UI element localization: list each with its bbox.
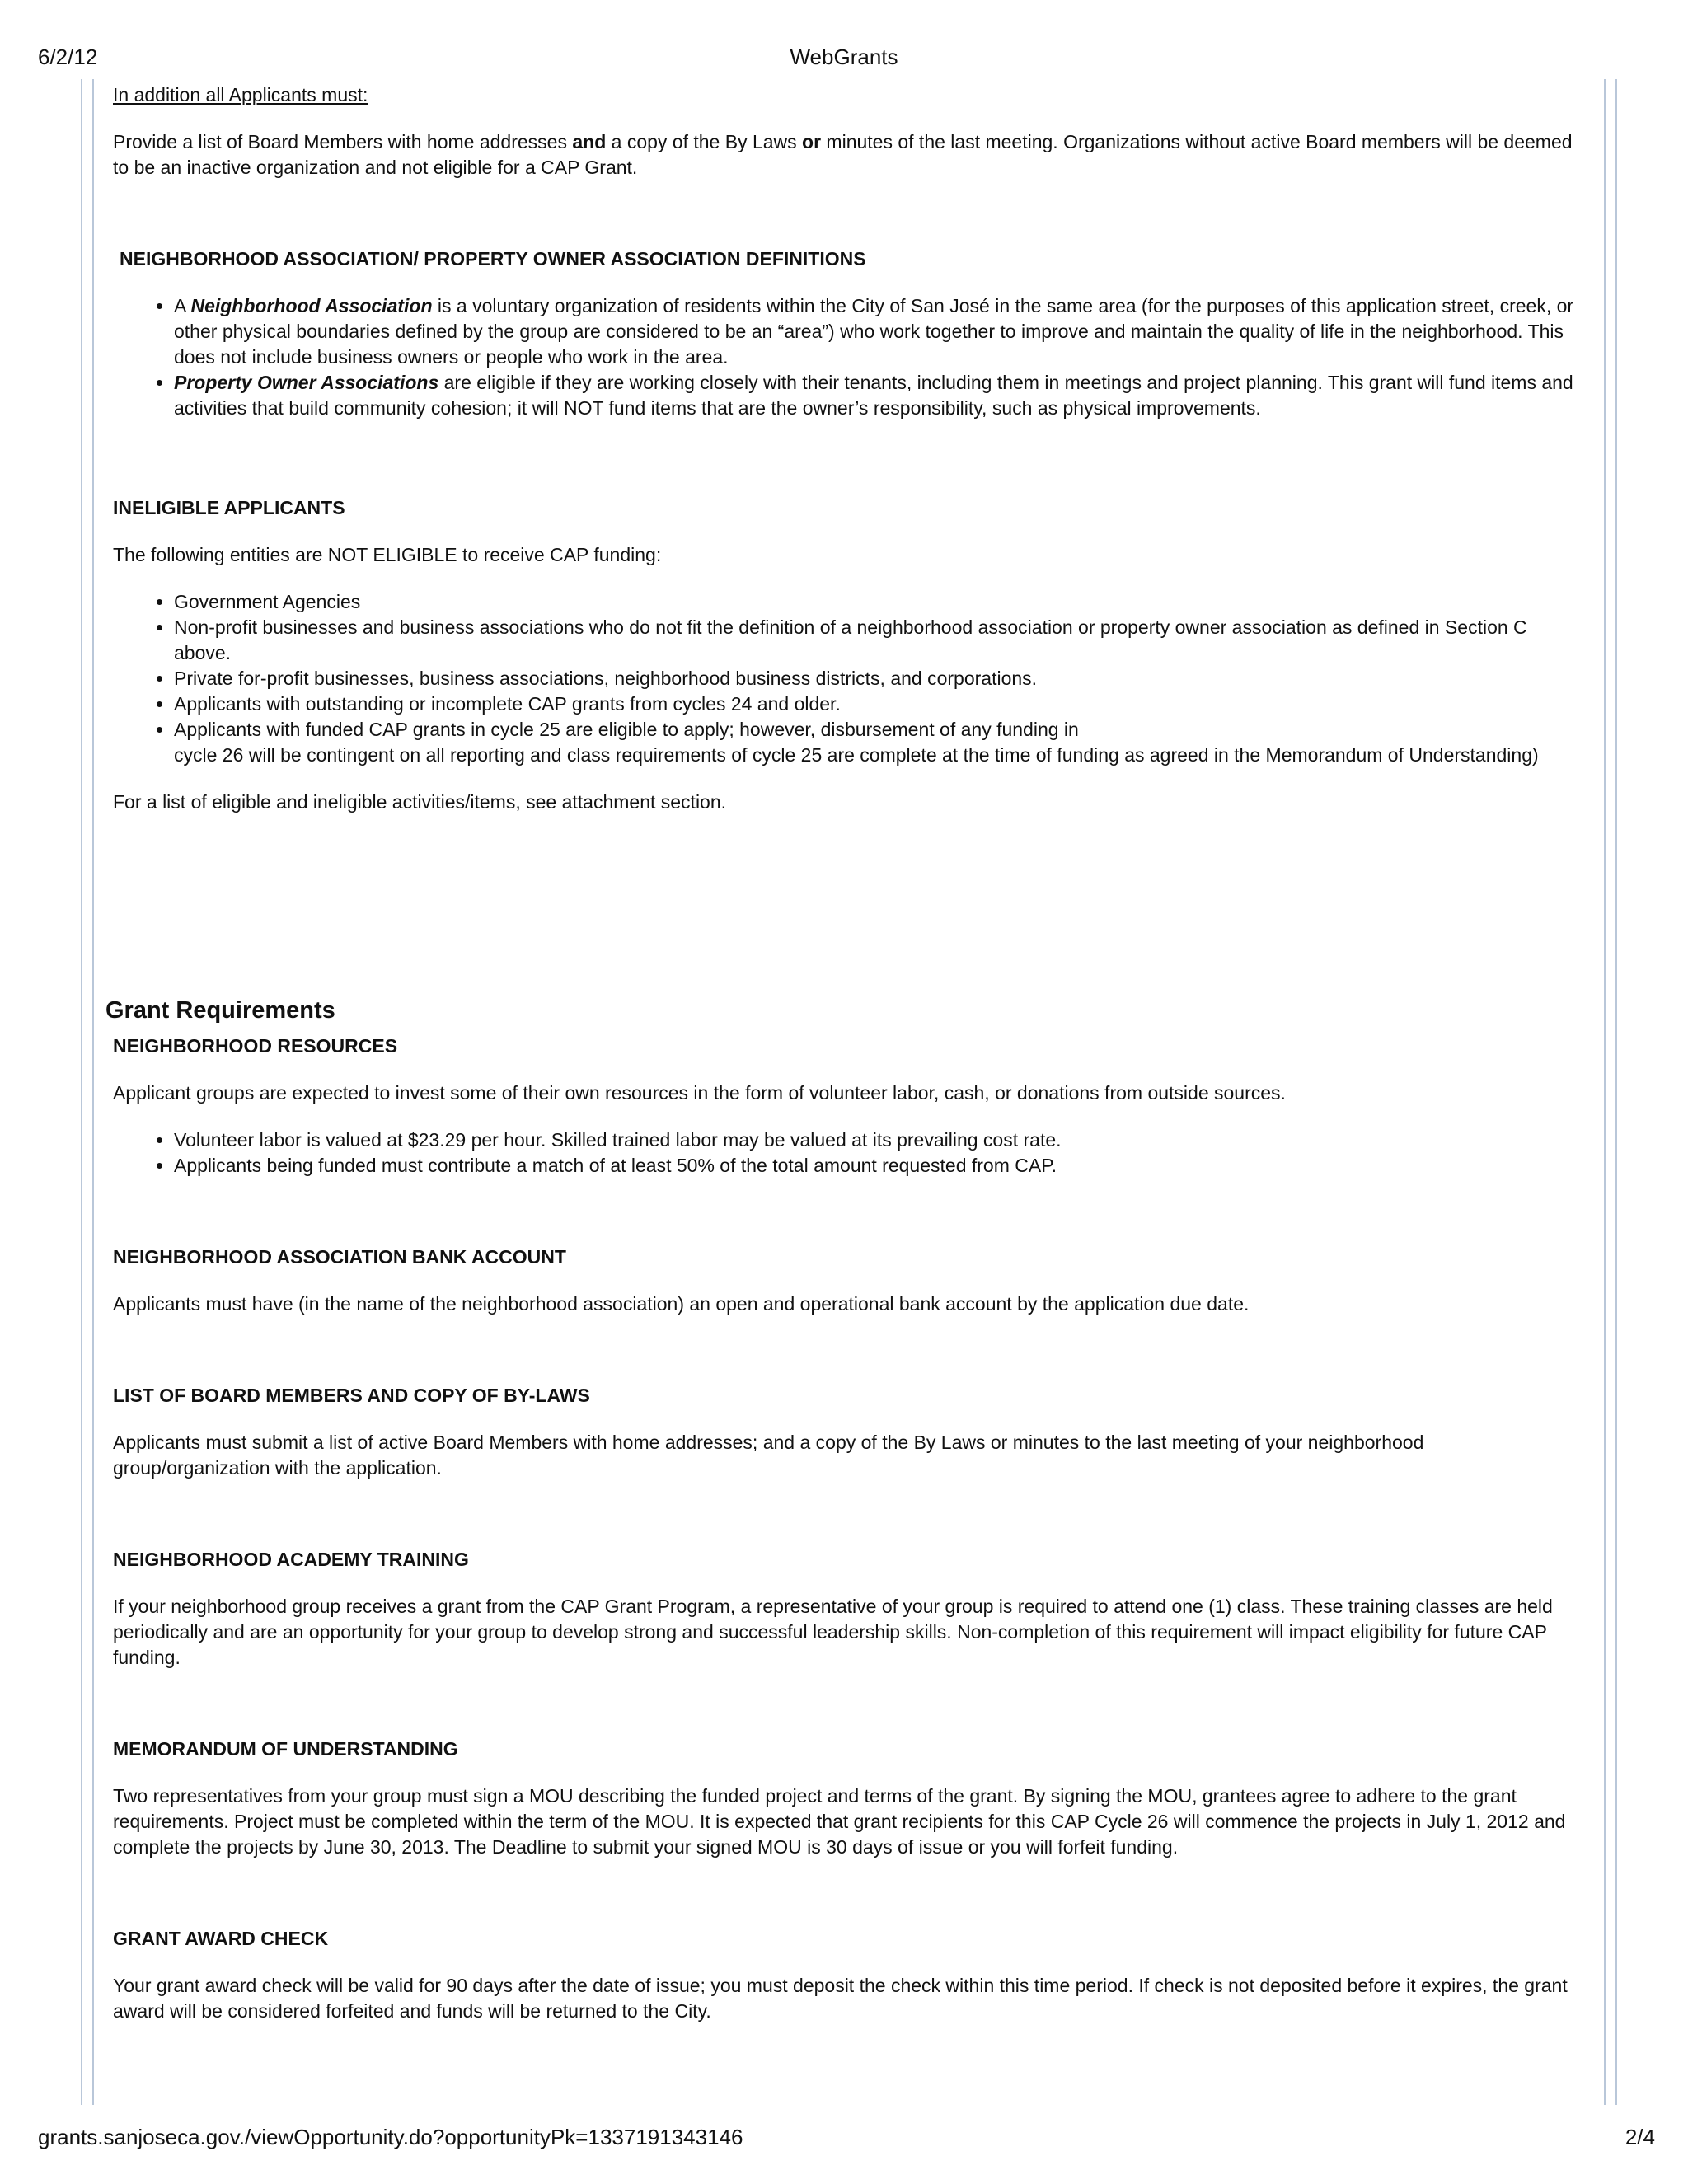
list-item (174, 370, 1584, 421)
grant-requirements-title: Grant Requirements (106, 997, 335, 1024)
mou-heading: MEMORANDUM OF UNDERSTANDING (113, 1738, 458, 1760)
intro-text-or: or (802, 131, 822, 152)
resources-text: Applicant groups are expected to invest some of their own resources in the form of volunteer labor, cash, or donations from outside sources. (113, 1082, 1286, 1104)
definition-text: is a voluntary organization of residents within the City of San José in the same area (for the purposes of this application street, creek, or other physical boundaries defined by the group are considered to be an “area”) who work together to improve and maintain the quality of life in the neighborhood. This does not include business owners or people who work in the area. (174, 295, 1574, 368)
footer-url: grants.sanjoseca.gov./viewOpportunity.do?opportunityPk=1337191343146 (38, 2125, 743, 2149)
intro-paragraph (113, 129, 1584, 180)
award-check-heading: GRANT AWARD CHECK (113, 1928, 329, 1949)
ineligible-intro: The following entities are NOT ELIGIBLE to receive CAP funding: (113, 544, 662, 565)
resources-list (113, 1127, 1584, 1179)
academy-training-text: If your neighborhood group receives a grant from the CAP Grant Program, a representative of your group is required to attend one (1) class. These training classes are held periodically and are an opportunity for your group to develop strong and successful leadership skills. Non-completion of this requirement will impact eligibility for future CAP funding. (113, 1596, 1553, 1668)
frame-border-right-outer (1615, 79, 1617, 2105)
bank-account-text: Applicants must have (in the name of the neighborhood association) an open and operational bank account by the application due date. (113, 1293, 1250, 1315)
mou-text: Two representatives from your group must sign a MOU describing the funded project and terms of the grant. By signing the MOU, grantees agree to adhere to the grant requirements. Project must be completed within the term of the MOU. It is expected that grant recipients for this CAP Cycle 26 will commence the projects in July 1, 2012 and complete the projects by June 30, 2013. The Deadline to submit your signed MOU is 30 days of issue or you will forfeit funding. (113, 1785, 1566, 1858)
list-item: • Applicants being funded must contribute a match of at least 50% of the total amount requested from CAP. (174, 1153, 1584, 1179)
intro-text-and: and (572, 131, 607, 152)
definition-term: Property Owner Associations (174, 372, 439, 393)
definition-text: are eligible if they are working closely with their tenants, including them in meetings and project planning. This grant will fund items and activities that build community cohesion; it will NOT fund items that are the owner’s responsibility, such as physical improvements. (174, 372, 1573, 419)
ineligible-heading: INELIGIBLE APPLICANTS (113, 497, 345, 518)
list-item-line: cycle 26 will be contingent on all reporting and class requirements of cycle 25 are complete at the time of funding as agreed in the Memorandum of Understanding) (174, 744, 1539, 766)
list-item: • Government Agencies (174, 589, 1584, 615)
list-item: • Volunteer labor is valued at $23.29 per hour. Skilled trained labor may be valued at its prevailing cost rate. (174, 1127, 1584, 1153)
definitions-list (113, 293, 1584, 421)
frame-border-left-inner (92, 79, 94, 2105)
print-date: 6/2/12 (38, 45, 98, 69)
list-item: • Non-profit businesses and business associations who do not fit the definition of a neighborhood association or property owner association as defined in Section C above. (174, 615, 1584, 666)
list-item (174, 293, 1584, 370)
intro-text-b: a copy of the By Laws (606, 131, 803, 152)
intro-text-c: minutes of the last meeting. Organizations without active Board members will be deemed to be an inactive organization and not eligible for a CAP Grant. (113, 131, 1573, 178)
ineligible-list (113, 589, 1584, 768)
definition-term: Neighborhood Association (190, 295, 433, 316)
board-members-text: Applicants must submit a list of active Board Members with home addresses; and a copy of the By Laws or minutes to the last meeting of your neighborhood group/organization with the application. (113, 1432, 1424, 1479)
list-item-line: Applicants with funded CAP grants in cycle 25 are eligible to apply; however, disbursement of any funding in (174, 719, 1079, 740)
ineligible-note: For a list of eligible and ineligible activities/items, see attachment section. (113, 791, 727, 813)
intro-text-a: Provide a list of Board Members with home addresses (113, 131, 573, 152)
board-members-heading: LIST OF BOARD MEMBERS AND COPY OF BY-LAWS (113, 1385, 590, 1406)
award-check-text: Your grant award check will be valid for 90 days after the date of issue; you must deposit the check within this time period. If check is not deposited before it expires, the grant award will be considered forfeited and funds will be returned to the City. (113, 1975, 1568, 2022)
opportunity-content (106, 82, 1584, 2046)
definitions-heading: NEIGHBORHOOD ASSOCIATION/ PROPERTY OWNER ASSOCIATION DEFINITIONS (120, 248, 866, 269)
intro-heading: In addition all Applicants must: (113, 84, 368, 105)
frame-border-left-outer (81, 79, 82, 2105)
resources-heading: NEIGHBORHOOD RESOURCES (113, 1035, 398, 1057)
list-item (174, 717, 1584, 768)
footer-page-number: 2/4 (1625, 2125, 1655, 2149)
bank-account-heading: NEIGHBORHOOD ASSOCIATION BANK ACCOUNT (113, 1246, 566, 1268)
list-item: • Private for-profit businesses, business associations, neighborhood business districts, and corporations. (174, 666, 1584, 691)
frame-border-right-inner (1604, 79, 1606, 2105)
definition-text: A (174, 295, 191, 316)
list-item: • Applicants with outstanding or incomplete CAP grants from cycles 24 and older. (174, 691, 1584, 717)
academy-training-heading: NEIGHBORHOOD ACADEMY TRAINING (113, 1549, 469, 1570)
page-title: WebGrants (790, 45, 898, 69)
